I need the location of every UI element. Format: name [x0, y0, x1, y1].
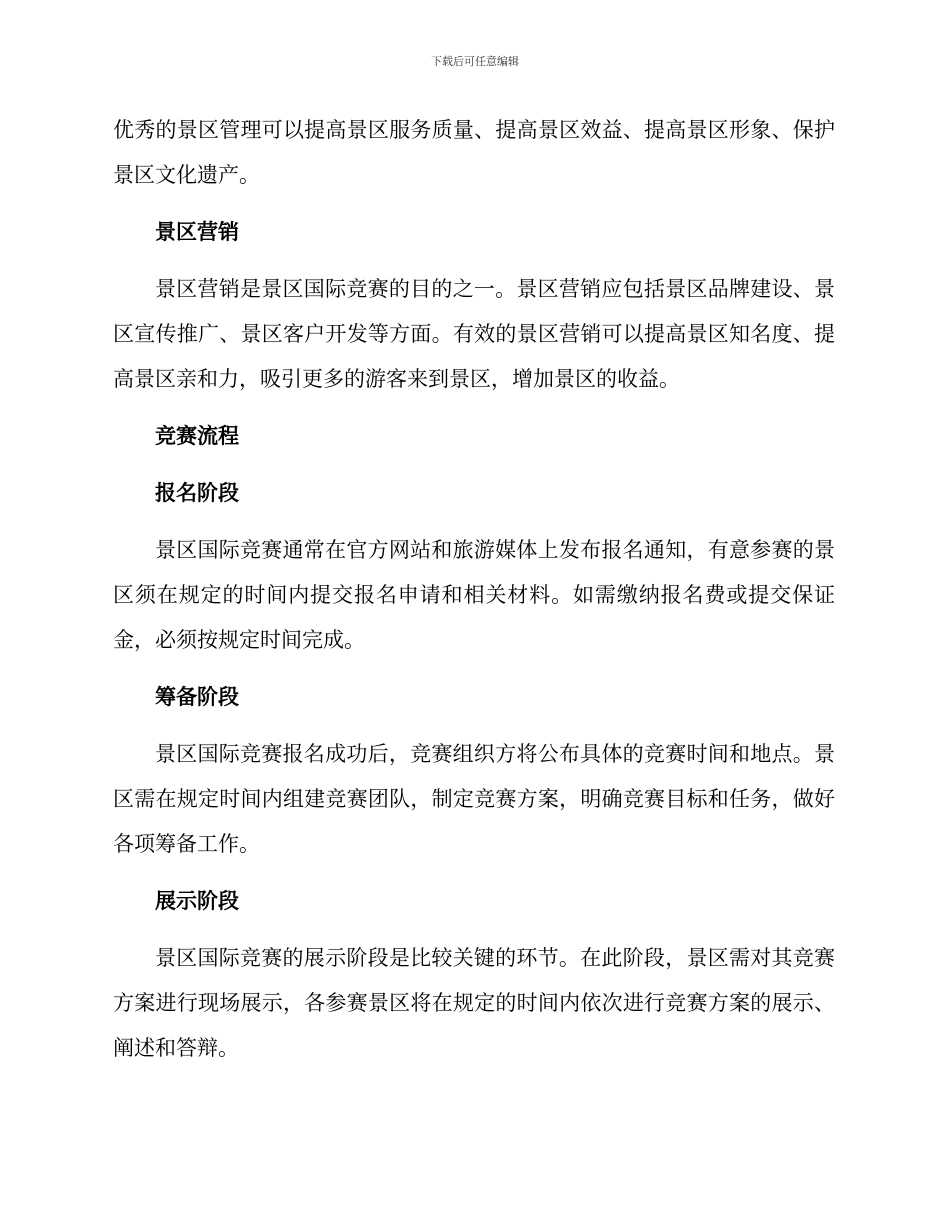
paragraph-preparation-stage: 景区国际竞赛报名成功后，竞赛组织方将公布具体的竞赛时间和地点。景区需在规定时间内组建竞赛团队，制定竞赛方案，明确竞赛目标和任务，做好各项筹备工作。 [113, 742, 835, 856]
spacer [113, 255, 835, 267]
heading-competition-process: 竞赛流程 [155, 424, 239, 448]
heading-preparation-stage: 筹备阶段 [155, 685, 239, 709]
paragraph-registration-stage: 景区国际竞赛通常在官方网站和旅游媒体上发布报名通知，有意参赛的景区须在规定的时间内提交报名申请和相关材料。如需缴纳报名费或提交保证金，必须按规定时间完成。 [113, 538, 835, 652]
paragraph-scenic-marketing: 景区营销是景区国际竞赛的目的之一。景区营销应包括景区品牌建设、景区宣传推广、景区客户开发等方面。有效的景区营销可以提高景区知名度、提高景区亲和力，吸引更多的游客来到景区，增加景区的收益。 [113, 277, 835, 391]
spacer [113, 924, 835, 936]
spacer [113, 459, 835, 471]
paragraph-presentation-stage: 景区国际竞赛的展示阶段是比较关键的环节。在此阶段，景区需对其竞赛方案进行现场展示，各参赛景区将在规定的时间内依次进行竞赛方案的展示、阐述和答辩。 [113, 946, 835, 1060]
spacer [113, 663, 835, 675]
heading-scenic-marketing: 景区营销 [155, 220, 239, 244]
paragraph-management-summary: 优秀的景区管理可以提高景区服务质量、提高景区效益、提高景区形象、保护景区文化遗产。 [113, 118, 835, 187]
heading-registration-stage: 报名阶段 [155, 481, 239, 505]
spacer [113, 198, 835, 210]
document-body [113, 108, 835, 1071]
heading-presentation-stage: 展示阶段 [155, 889, 239, 913]
spacer [113, 516, 835, 528]
spacer [113, 720, 835, 732]
spacer [113, 402, 835, 414]
page-header: 下载后可任意编辑 [431, 55, 519, 68]
spacer [113, 867, 835, 879]
